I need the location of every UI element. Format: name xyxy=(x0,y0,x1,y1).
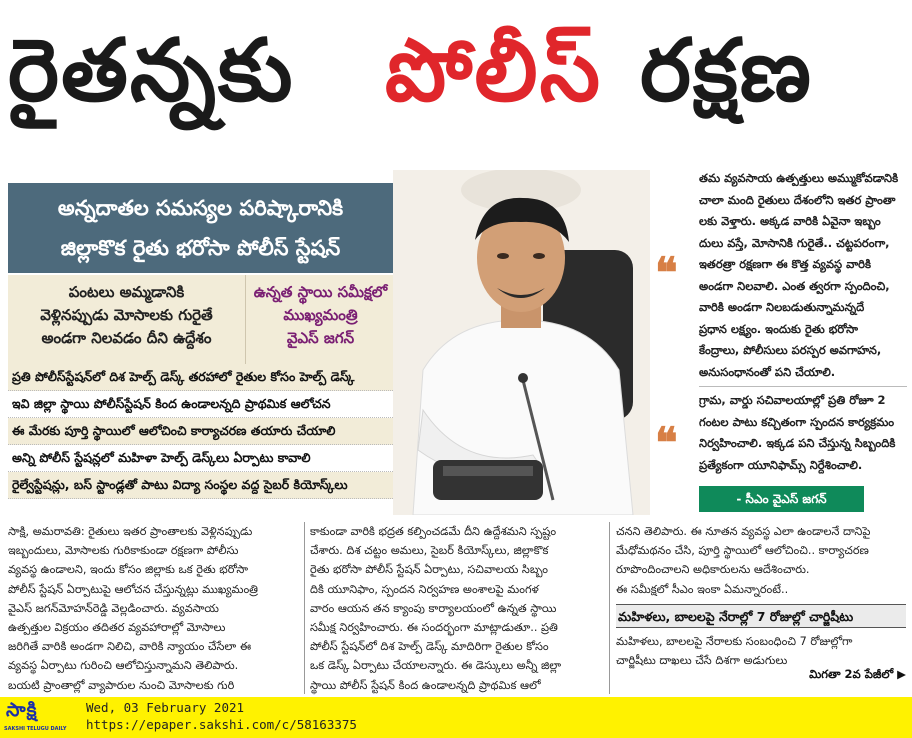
article-line: రైతు భరోసా పోలీస్ స్టేషన్ ఏర్పాటు, సచివాలయ సిబ్బం xyxy=(310,563,548,577)
article-line: సాక్షి, అమరావతి: రైతులు ఇతర ప్రాంతాలకు వెళ్లినప్పుడు xyxy=(8,525,253,538)
quote-line: లకు వెళ్తారు. అక్కడ వారికి ఏవైనా ఇబ్బం xyxy=(699,214,881,228)
bullet-item: అన్ని పోలీస్ స్టేషన్లలో మహిళా హెల్ప్ డెస్క్‌లు ఏర్పాటు కావాలి xyxy=(8,445,393,472)
quote-line: గ్రామ, వార్డు సచివాలయాల్లో ప్రతి రోజూ 2 xyxy=(699,393,886,407)
quote-line: చాలా మంది రైతులు దేశంలోని ఇతర ప్రాంతా xyxy=(699,192,896,207)
section-subheading: మహిళలు, బాలలపై నేరాల్లో 7 రోజుల్లో చార్జిషీటు xyxy=(616,604,906,628)
article-line: దికి యూనిఫాం, స్పందన నిర్వహణ అంశాలపై మంగళ xyxy=(310,582,539,596)
banner-line-2: జిల్లాకొక రైతు భరోసా పోలీస్ స్టేషన్ xyxy=(60,236,341,260)
quote-line: వారికి అండగా నిలబడుతున్నామన్నదే xyxy=(699,300,865,314)
quote-column xyxy=(655,168,907,518)
article-line: పోలీస్ స్టేషన్ ఏర్పాటుపై ఆలోచన చేస్తున్నట్లు ముఖ్యమంత్రి xyxy=(8,582,259,596)
quote-line: కేంద్రాలు, పోలీసులు పరస్పర అవగాహన, xyxy=(699,343,882,357)
column-divider xyxy=(609,522,610,694)
info-right-line: వైఎస్ జగన్ xyxy=(286,329,355,347)
article-line: సమీక్ష నిర్వహించారు. ఈ సందర్భంగా మాట్లాడుతూ.. ప్రతి xyxy=(310,621,558,635)
quote-2 xyxy=(699,390,907,476)
quote-line: అండగా నిలవాలి. ఎంత త్వరగా స్పందించి, xyxy=(699,278,890,293)
bullet-item: రైల్వేస్టేషన్లు, బస్ స్టాండ్లతో పాటు విద్యా సంస్థల వద్ద సైబర్ కియోస్క్‌లు xyxy=(8,472,393,499)
sakshi-logo xyxy=(4,699,67,735)
quote-open-icon: ❝ xyxy=(655,418,678,467)
edition-date: Wed, 03 February 2021 xyxy=(86,700,245,715)
cm-photo xyxy=(393,170,650,515)
article-line: కాకుండా వారికి భద్రత కల్పించడమే దీని ఉద్దేశమని స్పష్టం xyxy=(310,525,557,538)
article-line: స్థాయి పోలీస్ స్టేషన్ కింద ఉండాలన్నది ప్రాథమిక ఆలో xyxy=(310,678,541,692)
bullet-item: ప్రతి పోలీస్‌స్టేషన్‌లో దిశ హెల్ప్ డెస్క్ తరహాలో రైతుల కోసం హెల్ప్ డెస్క్ xyxy=(8,364,393,391)
headline xyxy=(0,0,912,150)
bullet-item: ఈ మేరకు పూర్తి స్థాయిలో ఆలోచించి కార్యాచరణ తయారు చేయాలి xyxy=(8,418,393,445)
article-line: చేశారు. దిశ చట్టం అమలు, సైబర్ కియోస్క్‌లు, జిల్లాకొక xyxy=(310,544,549,558)
footer-bar xyxy=(0,697,912,738)
article-column-3 xyxy=(616,522,908,599)
bullet-list xyxy=(8,364,393,499)
article-column-1 xyxy=(8,522,298,695)
quote-line: ప్రత్యేకంగా యూనిఫామ్స్ నిర్దేశించాలి. xyxy=(699,457,863,472)
logo-subtext: SAKSHI TELUGU DAILY xyxy=(4,726,67,732)
quote-line: నిర్వహించాలి. ఇక్కడ పని చేస్తున్న సిబ్బందికి xyxy=(699,436,896,450)
article-line: చనని తెలిపారు. ఈ నూతన వ్యవస్థ ఎలా ఉండాలనే దానిపై xyxy=(616,525,871,538)
article-line: ఒక డెస్క్ ఏర్పాటు చేయాలన్నారు. ఈ డెస్కులు అన్నీ జిల్లా xyxy=(310,659,562,673)
article-column-2 xyxy=(310,522,600,695)
article-column-3-continued xyxy=(616,632,908,670)
article-line: ఈ సమీక్షలో సీఎం ఇంకా ఏమన్నారంటే.. xyxy=(616,582,789,596)
info-purpose xyxy=(8,275,246,365)
article-line: ఉత్పత్తుల విక్రయం తదితర వ్యవహారాల్లో మోసాలు xyxy=(8,621,226,635)
bullet-item: ఇవి జిల్లా స్థాయి పోలీస్‌స్టేషన్ కింద ఉండాలన్నది ప్రాథమిక ఆలోచన xyxy=(8,391,393,418)
quote-line: ప్రధాన లక్ష్యం. ఇందుకు రైతు భరోసా xyxy=(699,321,859,336)
headline-part-1: రైతన్నకు xyxy=(8,21,295,121)
article-line: పోలీస్ స్టేషన్‌లో దిశ హెల్ప్ డెస్క్ మాదిరిగా రైతుల కోసం xyxy=(310,640,549,654)
info-left-line: వెళ్లినప్పుడు మోసాలకు గురైతే xyxy=(40,306,213,324)
quote-line: తమ వ్యవసాయ ఉత్పత్తులు అమ్ముకోవడానికి xyxy=(699,171,899,185)
quote-open-icon: ❝ xyxy=(655,248,678,297)
article-line: రూపొందించాలని అధికారులను ఆదేశించారు. xyxy=(616,563,810,577)
continued-link[interactable]: మిగతా 2వ పేజీలో ▶ xyxy=(809,667,906,681)
quote-1 xyxy=(699,168,907,383)
column-divider xyxy=(304,522,305,694)
cm-photo-illustration xyxy=(393,170,650,515)
info-review xyxy=(248,275,393,365)
article-line: మహిళలు, బాలలపై నేరాలకు సంబంధించి 7 రోజుల్లోగా xyxy=(616,635,853,648)
headline-part-3: రక్షణ xyxy=(640,21,813,121)
epaper-url-link[interactable]: https://epaper.sakshi.com/c/58163375 xyxy=(86,717,357,732)
banner-line-1: అన్నదాతల సమస్యల పరిష్కారానికి xyxy=(57,196,344,220)
article-line: ఇబ్బందులు, మోసాలకు గురికాకుండా రక్షణగా పోలీసు xyxy=(8,544,239,558)
article-line: బయటి ప్రాంతాల్లో వ్యాపారుల నుంచి మోసాలకు గురి xyxy=(8,678,235,692)
article-line: చార్జిషీటు దాఖలు చేసే దిశగా అడుగులు xyxy=(616,654,788,668)
info-left-line: పంటలు అమ్మడానికి xyxy=(68,283,185,301)
article-line: మేధోమథనం చేసి, పూర్తి స్థాయిలో ఆలోచించి.. కార్యాచరణ xyxy=(616,544,869,558)
logo-text: సాక్షి xyxy=(6,699,38,721)
info-left-line: అండగా నిలవడం దీని ఉద్దేశం xyxy=(41,329,212,347)
quote-divider xyxy=(699,386,907,387)
article-line: వ్యవస్థ ఏర్పాటు గురించి ఆలోచిస్తున్నామని తెలిపారు. xyxy=(8,659,239,673)
quote-line: ఇతరత్రా రక్షణగా ఈ కొత్త వ్యవస్థ వారికి xyxy=(699,257,872,271)
quote-line: గంటల పాటు కచ్చితంగా స్పందన కార్యక్రమం xyxy=(699,414,895,429)
quote-line: దులు వస్తే, మోసానికి గురైతే.. చట్టపరంగా, xyxy=(699,235,890,250)
info-right-line: ఉన్నత స్థాయి సమీక్షలో xyxy=(253,283,388,301)
info-box xyxy=(8,275,393,365)
article-line: వైఎస్ జగన్‌మోహన్‌రెడ్డి వెల్లడించారు. వ్యవసాయ xyxy=(8,601,219,615)
sub-headline-banner xyxy=(8,183,393,273)
info-right-line: ముఖ్యమంత్రి xyxy=(283,306,358,324)
headline-part-2: పోలీస్ xyxy=(385,21,602,121)
article-line: వారం ఆయన తన క్యాంపు కార్యాలయంలో ఉన్నత స్థాయి xyxy=(310,601,557,615)
quote-line: అనుసంధానంతో పని చేయాలి. xyxy=(699,364,836,379)
article-line: జరిగితే వారికి అండగా నిలిచి, వారికి న్యాయం చేసేలా ఈ xyxy=(8,640,252,654)
quote-signature: - సీఎం వైఎస్ జగన్ xyxy=(699,486,864,512)
article-line: వ్యవస్థ ఉండాలని, ఇందు కోసం జిల్లాకు ఒక రైతు భరోసా xyxy=(8,563,249,577)
